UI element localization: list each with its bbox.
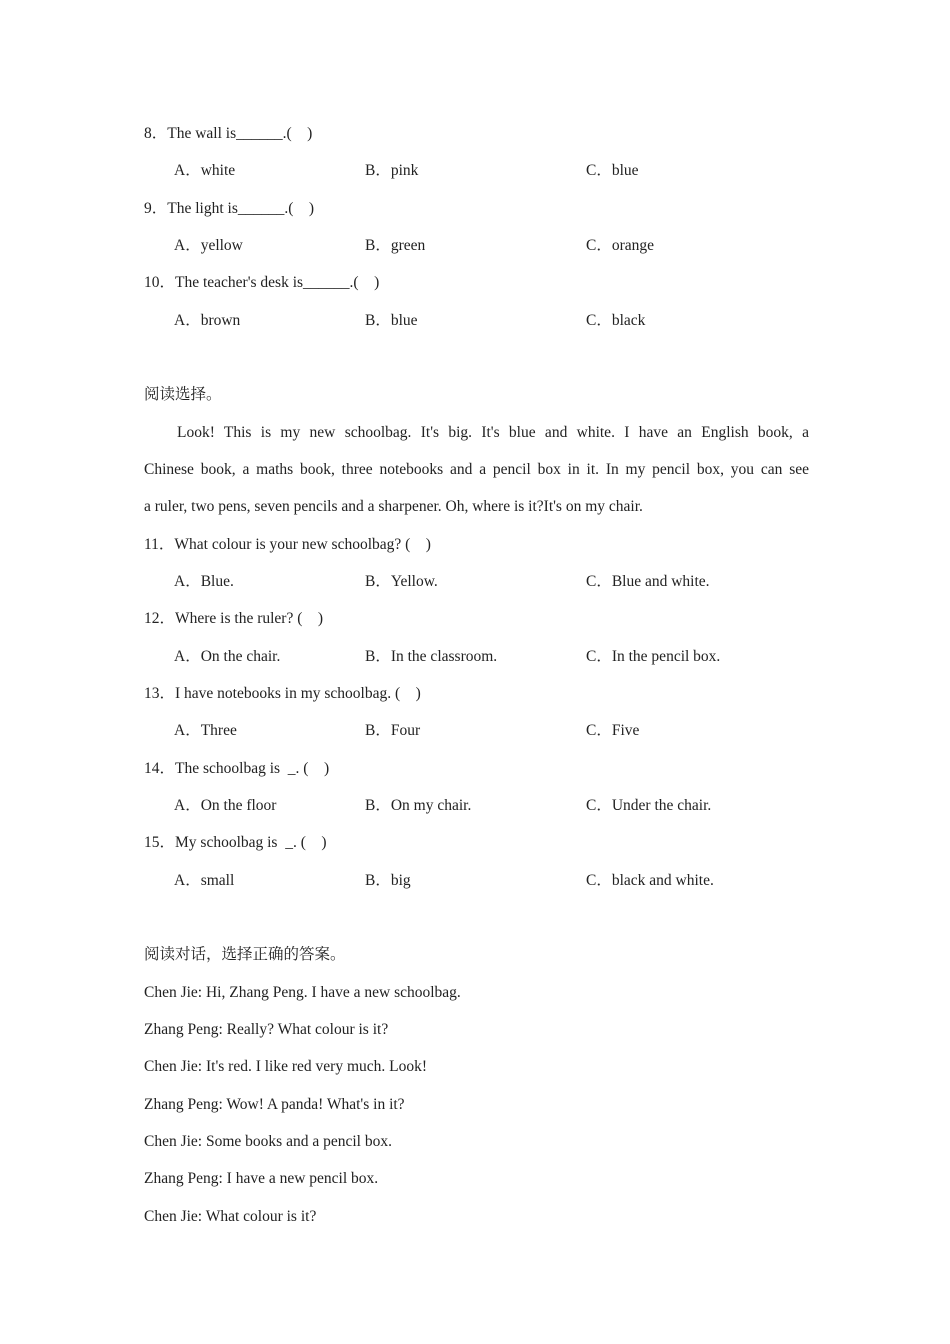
q9-option-b: B．green (365, 237, 426, 254)
question-9: 9．The light is______.( ) (144, 200, 315, 217)
section-heading-dialogue: 阅读对话，选择正确的答案。 (144, 946, 346, 963)
dialogue-line: Chen Jie: Some books and a pencil box. (144, 1133, 392, 1150)
q15-option-a: A．small (174, 872, 235, 889)
q13-option-b: B．Four (365, 722, 421, 739)
q11-option-c: C．Blue and white. (586, 573, 710, 590)
question-11: 11．What colour is your new schoolbag? ( ) (144, 536, 431, 553)
q11-option-b: B．Yellow. (365, 573, 438, 590)
q8-option-b: B．pink (365, 162, 419, 179)
question-13: 13．I have notebooks in my schoolbag. ( ) (144, 685, 421, 702)
q15-option-b: B．big (365, 872, 411, 889)
q9-option-a: A．yellow (174, 237, 243, 254)
q14-option-b: B．On my chair. (365, 797, 472, 814)
question-12: 12．Where is the ruler? ( ) (144, 610, 324, 627)
dialogue-line: Zhang Peng: I have a new pencil box. (144, 1170, 379, 1187)
q12-option-a: A．On the chair. (174, 648, 281, 665)
q15-option-c: C．black and white. (586, 872, 714, 889)
q8-option-a: A．white (174, 162, 236, 179)
q14-option-a: A．On the floor (174, 797, 277, 814)
section-heading-reading: 阅读选择。 (144, 386, 222, 403)
dialogue-line: Zhang Peng: Really? What colour is it? (144, 1021, 389, 1038)
q12-option-b: B．In the classroom. (365, 648, 498, 665)
q11-option-a: A．Blue. (174, 573, 234, 590)
question-10: 10．The teacher's desk is______.( ) (144, 274, 380, 291)
question-8: 8．The wall is______.( ) (144, 125, 313, 142)
q10-option-c: C．black (586, 312, 646, 329)
question-14: 14．The schoolbag is _. ( ) (144, 760, 330, 777)
q9-option-c: C．orange (586, 237, 655, 254)
passage-line-1: Look! This is my new schoolbag. It's big. It's blue and white. I have an English book, a (177, 424, 809, 441)
q8-option-c: C．blue (586, 162, 639, 179)
question-15: 15．My schoolbag is _. ( ) (144, 834, 327, 851)
dialogue-line: Chen Jie: What colour is it? (144, 1208, 317, 1225)
dialogue-line: Chen Jie: It's red. I like red very much. Look! (144, 1058, 428, 1075)
q10-option-b: B．blue (365, 312, 418, 329)
q10-option-a: A．brown (174, 312, 241, 329)
q13-option-c: C．Five (586, 722, 640, 739)
q13-option-a: A．Three (174, 722, 237, 739)
dialogue-line: Chen Jie: Hi, Zhang Peng. I have a new schoolbag. (144, 984, 461, 1001)
q14-option-c: C．Under the chair. (586, 797, 712, 814)
dialogue-line: Zhang Peng: Wow! A panda! What's in it? (144, 1096, 405, 1113)
passage-line-3: a ruler, two pens, seven pencils and a sharpener. Oh, where is it?It's on my chair. (144, 498, 643, 515)
q12-option-c: C．In the pencil box. (586, 648, 721, 665)
passage-line-2: Chinese book, a maths book, three notebooks and a pencil box in it. In my pencil box, you can see (144, 461, 809, 478)
